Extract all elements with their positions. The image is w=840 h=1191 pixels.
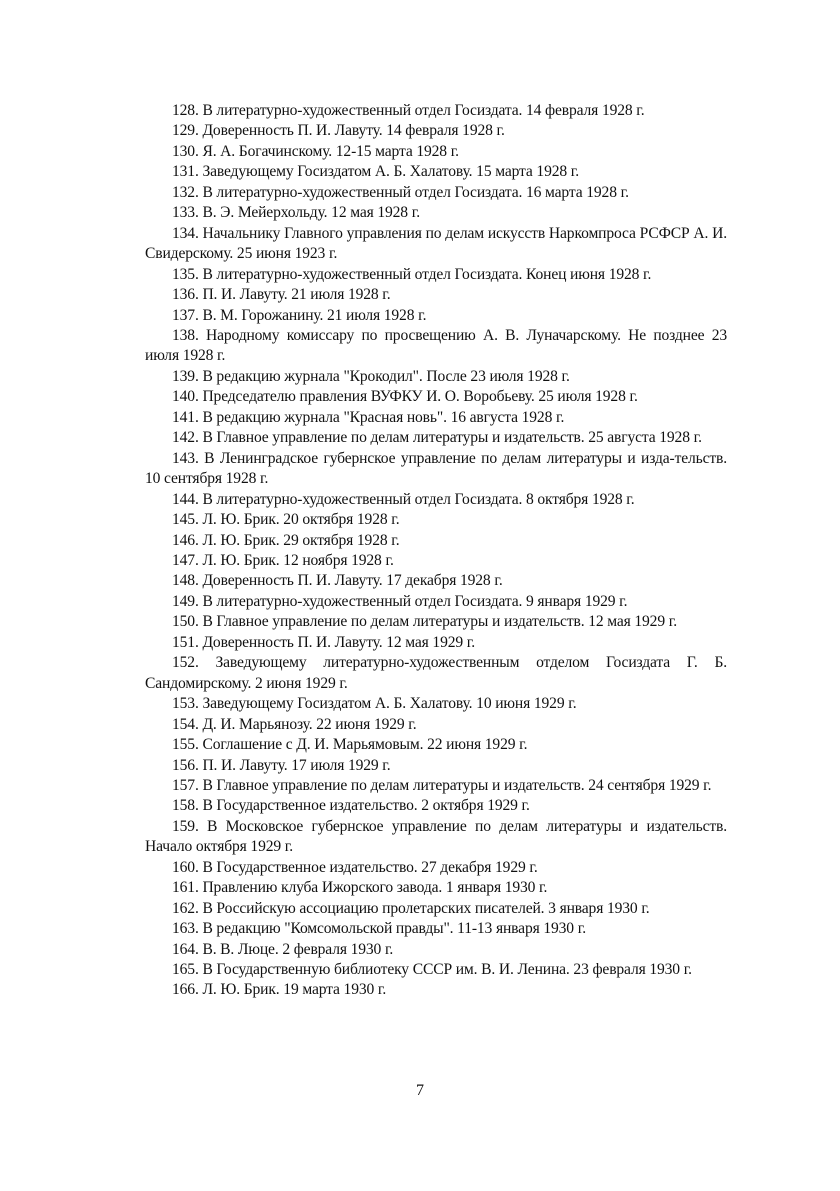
list-entry: 157. В Главное управление по делам литературы и издательств. 24 сентября 1929 г. [172, 776, 712, 794]
list-entry: 158. В Государственное издательство. 2 октября 1929 г. [172, 797, 530, 815]
list-entry: 150. В Главное управление по делам литературы и издательств. 12 мая 1929 г. [172, 613, 677, 631]
list-entry: 152. Заведующему литературно-художественным отделом Госиздата Г. Б. Сандомирскому. 2 июня 1929 г. [145, 654, 727, 692]
list-entry: 141. В редакцию журнала "Красная новь". 16 августа 1928 г. [172, 408, 565, 426]
list-entry: 160. В Государственное издательство. 27 декабря 1929 г. [172, 858, 538, 876]
list-entry: 136. П. И. Лавуту. 21 июля 1928 г. [172, 286, 391, 304]
list-entry: 128. В литературно-художественный отдел Госиздата. 14 февраля 1928 г. [172, 102, 645, 119]
list-entry: 166. Л. Ю. Брик. 19 марта 1930 г. [172, 981, 387, 999]
list-entry: 144. В литературно-художественный отдел Госиздата. 8 октября 1928 г. [172, 490, 635, 508]
list-entry: 155. Соглашение с Д. И. Марьямовым. 22 июня 1929 г. [172, 736, 528, 754]
page-number: 7 [416, 1082, 424, 1099]
list-entry: 130. Я. А. Богачинскому. 12-15 марта 1928 г. [172, 142, 459, 160]
list-entry: 140. Председателю правления ВУФКУ И. О. Воробьеву. 25 июля 1928 г. [172, 388, 638, 406]
list-entry: 134. Начальнику Главного управления по делам искусств Наркомпроса РСФСР А. И. Свидерскому. 25 июня 1923 г. [145, 224, 727, 263]
list-entry: 161. Правлению клуба Ижорского завода. 1 января 1930 г. [172, 879, 548, 897]
list-entry: 143. В Ленинградское губернское управление по делам литературы и изда-тельств. 10 сентября 1928 г. [145, 449, 727, 488]
list-entry: 162. В Российскую ассоциацию пролетарских писателей. 3 января 1930 г. [172, 899, 650, 917]
list-entry: 139. В редакцию журнала "Крокодил". После 23 июля 1928 г. [172, 367, 570, 385]
list-entry: 163. В редакцию "Комсомольской правды". 11-13 января 1930 г. [172, 920, 586, 938]
list-entry: 132. В литературно-художественный отдел Госиздата. 16 марта 1928 г. [172, 183, 629, 201]
list-entry: 137. В. М. Горожанину. 21 июля 1928 г. [172, 306, 427, 324]
list-entry: 131. Заведующему Госиздатом А. Б. Халатову. 15 марта 1928 г. [172, 163, 579, 181]
list-entry: 133. В. Э. Мейерхольду. 12 мая 1928 г. [172, 204, 420, 222]
list-entry: 156. П. И. Лавуту. 17 июля 1929 г. [172, 756, 391, 774]
list-entry: 159. В Московское губернское управление по делам литературы и издательств. Начало октября 1929 г. [145, 817, 727, 856]
list-entry: 129. Доверенность П. И. Лавуту. 14 февраля 1928 г. [172, 122, 505, 140]
list-entry: 146. Л. Ю. Брик. 29 октября 1928 г. [172, 531, 400, 549]
list-entry: 165. В Государственную библиотеку СССР им. В. И. Ленина. 23 февраля 1930 г. [172, 961, 692, 979]
list-entry: 154. Д. И. Марьянозу. 22 июня 1929 г. [172, 715, 417, 733]
list-entry: 149. В литературно-художественный отдел Госиздата. 9 января 1929 г. [172, 592, 628, 610]
list-entry: 138. Народному комиссару по просвещению А. В. Луначарскому. Не позднее 23 июля 1928 г. [145, 326, 727, 365]
list-entry: 148. Доверенность П. И. Лавуту. 17 декабря 1928 г. [172, 572, 503, 590]
list-entry: 135. В литературно-художественный отдел Госиздата. Конец июня 1928 г. [172, 265, 652, 283]
list-entry: 142. В Главное управление по делам литературы и издательств. 25 августа 1928 г. [172, 429, 702, 447]
list-entry: 151. Доверенность П. И. Лавуту. 12 мая 1929 г. [172, 633, 476, 651]
list-entry: 147. Л. Ю. Брик. 12 ноября 1928 г. [172, 551, 394, 569]
entries-list [145, 101, 727, 1001]
list-entry: 145. Л. Ю. Брик. 20 октября 1928 г. [172, 511, 400, 529]
list-entry: 153. Заведующему Госиздатом А. Б. Халатову. 10 июня 1929 г. [172, 695, 577, 713]
list-entry: 164. В. В. Люце. 2 февраля 1930 г. [172, 940, 394, 958]
